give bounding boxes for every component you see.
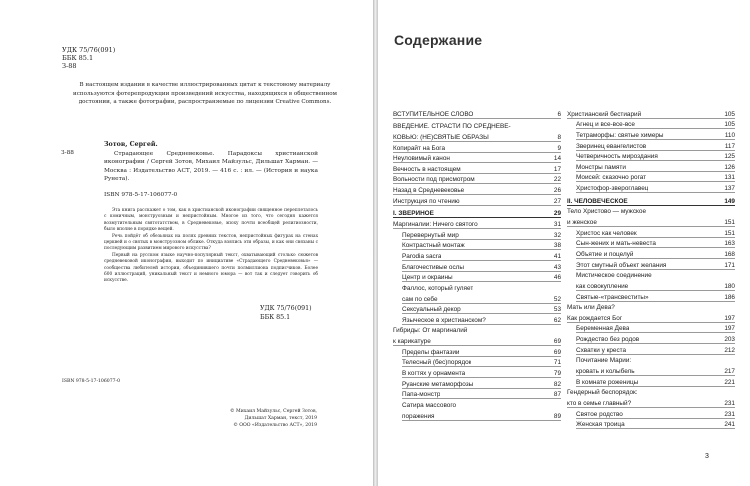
toc-entry	[393, 409, 561, 420]
toc-entry-page: 217	[724, 368, 735, 376]
toc-entry-title: Перевернутый мир	[402, 231, 459, 239]
toc-entry-title: Руанские метаморфозы	[402, 380, 474, 388]
toc-entry	[393, 194, 561, 205]
abstract-paragraph: Речь пойдёт об обезьянах на полях древних текстов, непристойных фигурах на стенах церквей и о святых в монструозном облике. Откуда взялись эти образы, и как они связаны с последующим развитием мирового искусства?	[104, 233, 318, 252]
toc-entry-title: В комнате роженицы	[576, 378, 639, 386]
toc-entry-page: 9	[557, 144, 561, 152]
toc-column-left	[393, 107, 561, 420]
toc-entry-title: Святые-«трансвеститы»	[576, 293, 649, 301]
toc-entry-title: Маргиналии: Ничего святого	[393, 221, 478, 229]
toc-entry-page: 14	[553, 155, 561, 163]
toc-entry-title: Сексуальный декор	[402, 306, 461, 314]
toc-entry-title: Папа-монстр	[402, 391, 441, 399]
toc-entry-title: как совокупление	[576, 282, 629, 290]
toc-entry	[567, 301, 735, 312]
toc-entry-title: ВВЕДЕНИЕ. СТРАСТИ ПО СРЕДНЕВЕ-	[393, 123, 511, 131]
toc-entry-title: Инструкция по чтению	[393, 197, 460, 205]
toc-entry	[567, 343, 735, 354]
toc-entry-title: поражения	[402, 412, 435, 420]
toc-entry	[393, 292, 561, 303]
toc-entry-page: 180	[724, 282, 735, 290]
toc-entry-title: Христос как человек	[576, 229, 637, 237]
toc-entry-page: 105	[724, 110, 735, 118]
copyright-line: © Михаил Майзульс, Сергей Зотов,	[229, 409, 317, 414]
toc-entry	[393, 183, 561, 194]
toc-entry-title: Тело Христово — мужское	[567, 208, 647, 216]
right-page	[378, 0, 750, 486]
toc-entry-title: Телесный (бес)порядок	[402, 359, 472, 367]
toc-entry-page: 151	[724, 219, 735, 227]
toc-entry-title: II. ЧЕЛОВЕЧЕСКОЕ	[567, 197, 628, 205]
toc-entry-page: 231	[724, 399, 735, 407]
toc-entry-page: 110	[724, 131, 735, 139]
toc-entry-page: 46	[553, 274, 561, 282]
toc-entry	[393, 152, 561, 163]
toc-entry-title: Агнец и все-все-все	[576, 121, 635, 129]
toc-entry-title: Беременная Дева	[576, 325, 630, 333]
toc-entry-page: 197	[724, 314, 735, 322]
toc-entry	[567, 258, 735, 269]
toc-entry-title: Сатира массового	[402, 401, 457, 409]
toc-entry	[567, 247, 735, 258]
toc-entry-page: 171	[724, 261, 735, 269]
toc-entry-page: 31	[553, 221, 561, 229]
bbk-line: ББК 85.1	[62, 54, 94, 63]
toc-entry	[567, 107, 735, 118]
toc-entry	[567, 128, 735, 139]
toc-entry-page: 168	[724, 250, 735, 258]
toc-entry	[567, 290, 735, 301]
toc-entry	[393, 345, 561, 356]
toc-entry-page: 71	[553, 359, 561, 367]
toc-entry-page: 27	[553, 197, 561, 205]
toc-entry	[393, 141, 561, 152]
isbn-bottom: ISBN 978-5-17-106077-0	[62, 379, 121, 384]
toc-entry	[567, 139, 735, 150]
toc-entry-title: Центр и окраины	[402, 274, 453, 282]
toc-entry-title: Вечность в настоящем	[393, 165, 461, 173]
toc-entry-page: 105	[724, 121, 735, 129]
toc-entry	[567, 386, 735, 397]
toc-entry	[393, 130, 561, 141]
toc-entry-title: Благочестивые ослы	[402, 263, 464, 271]
toc-entry-page: 17	[553, 165, 561, 173]
toc-entry-page: 212	[724, 346, 735, 354]
copyright-line: © ООО «Издательство АСТ», 2019	[233, 422, 317, 428]
toc-entry-title: Монстры памяти	[576, 163, 626, 171]
catalog-description: Страдающее Средневековье. Парадоксы христианской иконографии / Сергей Зотов, Михаил Майзульс, Дильшат Харман. — Москва : Издательство АСТ, 2019. — 416 с. : ил. — (История и наука Рунета).	[104, 151, 318, 183]
toc-entry-page: 6	[557, 110, 561, 118]
left-page	[0, 0, 373, 486]
toc-entry-title: Контрастный монтаж	[402, 242, 465, 250]
toc-entry	[393, 398, 561, 409]
toc-entry-title: Мистическое соединение	[576, 272, 652, 280]
toc-entry	[393, 324, 561, 335]
toc-entry	[393, 313, 561, 324]
toc-entry-title: Рождество без родов	[576, 336, 640, 344]
toc-entry-page: 87	[553, 391, 561, 399]
toc-entry-title: Копирайт на Бога	[393, 144, 446, 152]
toc-entry	[567, 311, 735, 322]
toc-entry-title: ВСТУПИТЕЛЬНОЕ СЛОВО	[393, 110, 474, 118]
catalog-author: Зотов, Сергей.	[104, 141, 158, 148]
toc-entry	[567, 364, 735, 375]
toc-entry	[567, 160, 735, 171]
toc-entry-page: 29	[553, 210, 561, 218]
copyright-block	[217, 409, 317, 429]
toc-entry	[567, 118, 735, 129]
toc-entry-title: кровать и колыбель	[576, 368, 635, 376]
toc-entry-page: 69	[553, 348, 561, 356]
toc-entry	[567, 322, 735, 333]
toc-entry-page: 53	[553, 306, 561, 314]
illustration-notice: В настоящем издании в качестве иллюстрированных цитат к текстовому материалу используются фотерепродукции произведений искусства, находящихся в общественном достоянии, а также фотографии, распространяемые по лицензии Creative Commons.	[73, 82, 337, 106]
toc-entry	[567, 205, 735, 216]
abstract-paragraph: Первый на русском языке научно-популярный текст, охватывающий столько сюжетов средневековой иконографии, выходит по инициативе «Страдающего Средневековья» — сообщества любителей истории, объединившего почти полмиллиона подписчиков. Более 600 иллюстраций, уникальный текст и немного юмора — вот так и следует говорить об искусстве.	[104, 253, 318, 284]
copyright-line: Дильшат Харман, текст, 2019	[244, 415, 317, 421]
toc-entry	[393, 303, 561, 314]
toc-entry	[393, 239, 561, 250]
toc-entry-title: Четверичность мироздания	[576, 153, 658, 161]
toc-entry-title: Мать или Дева?	[567, 304, 615, 312]
toc-entry	[567, 269, 735, 280]
toc-entry-title: к карикатуре	[393, 338, 431, 346]
toc-entry-page: 62	[553, 316, 561, 324]
toc-entry	[567, 226, 735, 237]
toc-entry	[393, 107, 561, 118]
toc-entry-page: 126	[724, 163, 735, 171]
toc-entry-page: 43	[553, 263, 561, 271]
toc-entry-title: Фаллос, который гуляет	[402, 284, 474, 292]
toc-entry-title: I. ЗВЕРИНОЕ	[393, 210, 434, 218]
toc-entry	[567, 171, 735, 182]
toc-entry-page: 82	[553, 380, 561, 388]
toc-entry-page: 149	[724, 197, 735, 205]
toc-entry-title: Почитание Марии:	[576, 357, 632, 365]
toc-entry	[567, 375, 735, 386]
toc-title: Содержание	[394, 32, 483, 48]
toc-entry	[567, 407, 735, 418]
toc-entry	[393, 217, 561, 228]
toc-entry-page: 22	[553, 176, 561, 184]
toc-entry-page: 41	[553, 252, 561, 260]
abstract-paragraph: Эта книга расскажет о том, как в христианской иконографии священное переплеталось с комичным, монструозным и непристойным. Многое из того, что сегодня кажется возмутительным святотатством, в Средневековье, эпоху почти всеобщей религиозности, было вполне в порядке вещей.	[104, 208, 318, 232]
toc-entry-page: 125	[724, 153, 735, 161]
toc-entry-title: Этот смутный объект желания	[576, 261, 667, 269]
toc-entry-title: В когтях у орнамента	[402, 370, 466, 378]
toc-entry-title: Женская троица	[576, 421, 625, 429]
toc-entry-title: Пределы фантазии	[402, 348, 460, 356]
toc-entry-title: КОВЬЮ: (НЕ)СВЯТЫЕ ОБРАЗЫ	[393, 133, 489, 141]
toc-section-entry	[567, 194, 735, 205]
toc-entry	[393, 388, 561, 399]
toc-entry-title: Зверинец евангелистов	[576, 142, 647, 150]
catalog-isbn: ISBN 978-5-17-106077-0	[104, 192, 178, 198]
toc-entry-page: 137	[724, 185, 735, 193]
toc-entry	[393, 377, 561, 388]
toc-entry-title: Тетраморфы: святые химеры	[576, 131, 664, 139]
toc-entry-title: Гендерный беспорядок:	[567, 389, 638, 397]
toc-entry-title: Объятие и поцелуй	[576, 250, 634, 258]
toc-entry	[567, 354, 735, 365]
udk-block	[62, 46, 115, 71]
toc-entry-title: и женское	[567, 219, 597, 227]
toc-entry-title: Вольности под присмотром	[393, 176, 475, 184]
toc-entry-page: 163	[724, 240, 735, 248]
toc-entry-title: сам по себе	[402, 295, 438, 303]
toc-entry-page: 241	[724, 421, 735, 429]
toc-entry-page: 231	[724, 410, 735, 418]
toc-entry-title: Назад в Средневековье	[393, 187, 465, 195]
toc-entry-title: Сын-жених и мать-невеста	[576, 240, 656, 248]
toc-entry	[393, 271, 561, 282]
toc-entry	[393, 260, 561, 271]
toc-entry	[393, 162, 561, 173]
toc-entry-page: 38	[553, 242, 561, 250]
toc-entry-page: 197	[724, 325, 735, 333]
toc-section-entry	[393, 207, 561, 218]
toc-entry-page: 52	[553, 295, 561, 303]
toc-entry-title: Гибриды: От маргиналий	[393, 327, 468, 335]
toc-column-right	[567, 107, 735, 428]
toc-entry-page: 69	[553, 338, 561, 346]
author-code-line: З-88	[62, 62, 77, 71]
udk-line: УДК 75/76(091)	[260, 305, 312, 312]
toc-entry-page: 131	[724, 174, 735, 182]
toc-entry	[567, 418, 735, 429]
toc-entry	[393, 173, 561, 184]
udk-line: УДК 75/76(091)	[62, 46, 116, 54]
toc-entry-page: 203	[724, 336, 735, 344]
book-abstract	[104, 208, 318, 285]
toc-entry-page: 79	[553, 370, 561, 378]
toc-entry	[393, 366, 561, 377]
toc-entry	[393, 334, 561, 345]
toc-entry-title: Как рождается Бог	[567, 314, 623, 322]
udk-bottom-block	[260, 305, 312, 323]
toc-entry-page: 89	[553, 412, 561, 420]
toc-entry	[567, 181, 735, 192]
toc-entry	[567, 150, 735, 161]
toc-entry-title: Христианский бестиарий	[567, 110, 642, 118]
toc-entry-title: Неуловимый канон	[393, 155, 450, 163]
toc-entry-page: 26	[553, 187, 561, 195]
toc-entry-page: 186	[724, 293, 735, 301]
page-number: 3	[705, 453, 709, 460]
toc-entry-title: Языческое в христианском?	[402, 316, 486, 324]
toc-entry-title: Христофор-звероглавец	[576, 185, 649, 193]
toc-entry	[393, 356, 561, 367]
toc-entry	[567, 237, 735, 248]
toc-entry-page: 151	[724, 229, 735, 237]
toc-entry	[567, 332, 735, 343]
toc-entry-page: 221	[724, 378, 735, 386]
catalog-code: З-88	[61, 150, 74, 156]
toc-entry	[567, 279, 735, 290]
toc-entry-title: кто в семье главный?	[567, 399, 632, 407]
toc-entry	[393, 120, 561, 131]
toc-entry	[393, 281, 561, 292]
toc-entry-page: 32	[553, 231, 561, 239]
toc-entry	[393, 249, 561, 260]
toc-entry-title: Схватки у креста	[576, 346, 627, 354]
toc-entry	[567, 396, 735, 407]
toc-entry-title: Моисей: сказочно рогат	[576, 174, 647, 182]
toc-entry-title: Святое родство	[576, 410, 623, 418]
toc-entry-page: 8	[557, 133, 561, 141]
toc-entry-title: Parodia sacra	[402, 252, 442, 260]
toc-entry-page: 117	[724, 142, 735, 150]
toc-entry	[567, 215, 735, 226]
bbk-line: ББК 85.1	[260, 313, 291, 321]
toc-entry	[393, 228, 561, 239]
